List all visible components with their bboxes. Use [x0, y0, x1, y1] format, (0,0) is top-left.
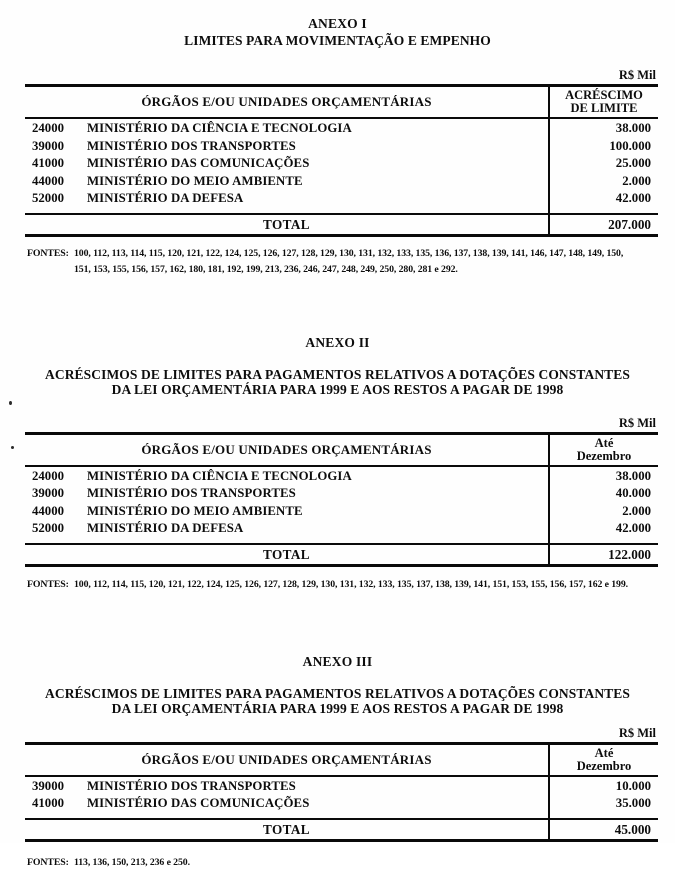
- orgao-code: 44000: [32, 503, 64, 518]
- anexo-2-title: ANEXO II: [305, 334, 370, 350]
- table-row: [25, 172, 658, 190]
- anexo-2-table-wrap: [25, 417, 658, 567]
- anexo-3-subtitle-line1: ACRÉSCIMOS DE LIMITES PARA PAGAMENTOS RELATIVOS A DOTAÇÕES CONSTANTES: [45, 685, 630, 701]
- row-value: 42.000: [548, 519, 658, 543]
- anexo-1-subtitle: LIMITES PARA MOVIMENTAÇÃO E EMPENHO: [184, 33, 491, 48]
- total-value: 45.000: [548, 820, 658, 839]
- anexo-1-section: [0, 0, 675, 278]
- anexo-3-section: [0, 655, 675, 871]
- anexo-3-table-body: [25, 777, 658, 818]
- table-row: [25, 484, 658, 502]
- fontes-text-line1: 100, 112, 114, 115, 120, 121, 122, 124, 125, 126, 127, 128, 129, 130, 131, 132, 133, 135, 137, 138, 139, 141, 151, 153, 155, 156, 157, 162 e 199.: [74, 578, 628, 590]
- orgaos-column-header: ÓRGÃOS E/OU UNIDADES ORÇAMENTÁRIAS: [141, 94, 432, 109]
- anexo-2-table: [25, 432, 658, 567]
- fontes-label: FONTES:: [27, 247, 69, 259]
- value-column-header: [548, 745, 658, 775]
- orgao-name: MINISTÉRIO DO MEIO AMBIENTE: [87, 173, 303, 188]
- row-value: 35.000: [548, 794, 658, 818]
- total-label: TOTAL: [263, 546, 310, 562]
- anexo-1-table-header: [25, 87, 658, 119]
- row-value: 100.000: [548, 137, 658, 155]
- anexo-1-title: ANEXO I: [308, 16, 367, 31]
- total-value: 122.000: [548, 545, 658, 564]
- row-value: 2.000: [548, 502, 658, 520]
- orgao-code: 41000: [32, 796, 64, 810]
- table-row: [25, 154, 658, 172]
- orgao-name: MINISTÉRIO DA CIÊNCIA E TECNOLOGIA: [87, 468, 352, 483]
- anexo-2-fontes: [27, 577, 661, 593]
- orgao-code: 52000: [32, 521, 64, 535]
- row-value: 40.000: [548, 484, 658, 502]
- orgao-name: MINISTÉRIO DOS TRANSPORTES: [87, 778, 296, 793]
- fontes-label: FONTES:: [27, 856, 69, 868]
- table-row: [25, 519, 658, 543]
- anexo-2-subtitle-line2: DA LEI ORÇAMENTÁRIA PARA 1999 E AOS RESTOS A PAGAR DE 1998: [111, 381, 564, 397]
- orgao-code: 44000: [32, 173, 64, 188]
- table-row: [25, 467, 658, 485]
- table-row: [25, 502, 658, 520]
- anexo-1-unit-label: R$ Mil: [618, 68, 656, 82]
- anexo-1-table-body: [25, 119, 658, 213]
- anexo-3-unit-label: R$ Mil: [618, 725, 656, 740]
- anexo-2-unit-label: R$ Mil: [618, 415, 656, 430]
- orgao-name: MINISTÉRIO DAS COMUNICAÇÕES: [87, 796, 310, 810]
- orgao-code: 41000: [32, 156, 64, 170]
- anexo-1-total-row: [25, 213, 658, 234]
- anexo-2-total-row: [25, 543, 658, 564]
- anexo-3-table: [25, 742, 658, 842]
- anexo-2-subtitle-line1: ACRÉSCIMOS DE LIMITES PARA PAGAMENTOS RELATIVOS A DOTAÇÕES CONSTANTES: [45, 366, 630, 382]
- value-column-header-line1: Até: [594, 435, 614, 450]
- scan-speck: [9, 401, 12, 405]
- row-value: 38.000: [548, 119, 658, 137]
- orgao-code: 39000: [32, 778, 64, 793]
- value-column-header-line1: ACRÉSCIMO: [565, 88, 643, 102]
- fontes-text-line1: 113, 136, 150, 213, 236 e 250.: [74, 856, 190, 868]
- table-row: [25, 777, 658, 795]
- anexo-3-subtitle-line2: DA LEI ORÇAMENTÁRIA PARA 1999 E AOS RESTOS A PAGAR DE 1998: [111, 700, 564, 716]
- table-row: [25, 119, 658, 137]
- value-column-header-line1: Até: [594, 745, 614, 760]
- fontes-text-line2: 151, 153, 155, 156, 157, 162, 180, 181, 192, 199, 213, 236, 246, 247, 248, 249, 250, 280, 281 e 292.: [74, 263, 458, 275]
- row-value: 42.000: [548, 189, 658, 213]
- orgao-name: MINISTÉRIO DAS COMUNICAÇÕES: [87, 156, 310, 170]
- orgao-code: 39000: [32, 486, 64, 500]
- anexo-3-table-wrap: [25, 727, 658, 842]
- anexo-3-table-header: [25, 745, 658, 777]
- value-column-header-line2: DE LIMITE: [570, 101, 638, 115]
- value-column-header-line2: Dezembro: [576, 758, 632, 773]
- anexo-1-table-wrap: [25, 69, 658, 237]
- anexo-1-table: [25, 84, 658, 237]
- table-row: [25, 137, 658, 155]
- total-value: 207.000: [548, 215, 658, 234]
- orgao-code: 24000: [32, 121, 64, 135]
- scan-speck: [11, 446, 14, 449]
- anexo-2-subtitle: [0, 367, 675, 397]
- orgao-name: MINISTÉRIO DA DEFESA: [87, 521, 244, 535]
- value-column-header: [548, 87, 658, 117]
- orgaos-column-header: ÓRGÃOS E/OU UNIDADES ORÇAMENTÁRIAS: [141, 751, 432, 767]
- orgao-code: 24000: [32, 468, 64, 483]
- orgao-name: MINISTÉRIO DO MEIO AMBIENTE: [87, 503, 303, 518]
- fontes-label: FONTES:: [27, 578, 69, 590]
- anexo-2-table-body: [25, 467, 658, 543]
- total-label: TOTAL: [263, 216, 310, 232]
- orgaos-column-header: ÓRGÃOS E/OU UNIDADES ORÇAMENTÁRIAS: [141, 441, 432, 457]
- anexo-2-table-header: [25, 435, 658, 467]
- orgao-name: MINISTÉRIO DOS TRANSPORTES: [87, 486, 296, 500]
- orgao-name: MINISTÉRIO DA DEFESA: [87, 191, 244, 205]
- row-value: 10.000: [548, 777, 658, 795]
- row-value: 38.000: [548, 467, 658, 485]
- anexo-1-fontes: [27, 246, 661, 278]
- anexo-3-title: ANEXO III: [302, 653, 373, 669]
- value-column-header: [548, 435, 658, 465]
- row-value: 2.000: [548, 172, 658, 190]
- fontes-text-line1: 100, 112, 113, 114, 115, 120, 121, 122, 124, 125, 126, 127, 128, 129, 130, 131, 132, 133, 135, 136, 137, 138, 139, 141, 146, 147, 148, 149, 150,: [74, 247, 624, 259]
- anexo-3-subtitle: [0, 686, 675, 716]
- row-value: 25.000: [548, 154, 658, 172]
- orgao-code: 52000: [32, 191, 64, 205]
- orgao-code: 39000: [32, 138, 64, 153]
- orgao-name: MINISTÉRIO DOS TRANSPORTES: [87, 138, 296, 153]
- table-row: [25, 189, 658, 213]
- anexo-3-total-row: [25, 818, 658, 839]
- anexo-2-section: [0, 336, 675, 593]
- total-label: TOTAL: [263, 821, 310, 837]
- orgao-name: MINISTÉRIO DA CIÊNCIA E TECNOLOGIA: [87, 121, 352, 135]
- anexo-3-fontes: [27, 855, 661, 871]
- table-row: [25, 794, 658, 818]
- value-column-header-line2: Dezembro: [576, 448, 632, 463]
